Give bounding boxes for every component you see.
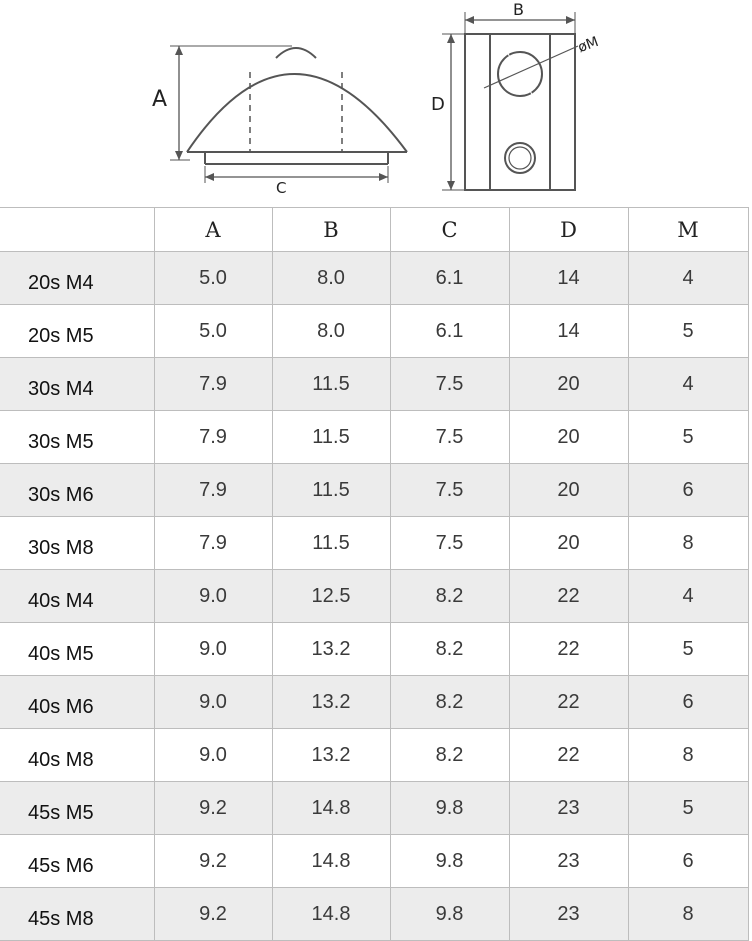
header-d: D bbox=[509, 208, 628, 252]
table-row bbox=[0, 782, 748, 835]
dim-label-m: øM bbox=[575, 33, 601, 57]
table-row bbox=[0, 676, 748, 729]
cell-b: 12.5 bbox=[272, 570, 390, 623]
cell-a: 9.0 bbox=[154, 623, 272, 676]
cell-d: 20 bbox=[509, 358, 628, 411]
cell-c: 9.8 bbox=[390, 888, 509, 941]
table-row bbox=[0, 517, 748, 570]
table-body bbox=[0, 252, 748, 941]
cell-b: 14.8 bbox=[272, 888, 390, 941]
cell-a: 9.0 bbox=[154, 570, 272, 623]
cell-b: 14.8 bbox=[272, 782, 390, 835]
cell-c: 9.8 bbox=[390, 782, 509, 835]
dimension-table bbox=[0, 207, 749, 941]
table-row bbox=[0, 835, 748, 888]
cell-d: 20 bbox=[509, 517, 628, 570]
table-header-row bbox=[0, 208, 748, 252]
cell-m: 5 bbox=[628, 411, 748, 464]
cell-d: 20 bbox=[509, 464, 628, 517]
cell-model: 30s M4 bbox=[0, 358, 154, 411]
header-c: C bbox=[390, 208, 509, 252]
cell-d: 14 bbox=[509, 305, 628, 358]
cell-model: 45s M5 bbox=[0, 782, 154, 835]
cell-c: 7.5 bbox=[390, 358, 509, 411]
cell-c: 6.1 bbox=[390, 252, 509, 305]
cell-model: 45s M6 bbox=[0, 835, 154, 888]
cell-m: 4 bbox=[628, 570, 748, 623]
cell-a: 7.9 bbox=[154, 411, 272, 464]
cell-d: 23 bbox=[509, 782, 628, 835]
technical-drawing bbox=[0, 0, 752, 205]
cell-c: 8.2 bbox=[390, 729, 509, 782]
cell-c: 8.2 bbox=[390, 623, 509, 676]
cell-a: 7.9 bbox=[154, 464, 272, 517]
side-view-drawing bbox=[0, 0, 752, 205]
cell-m: 8 bbox=[628, 729, 748, 782]
cell-d: 22 bbox=[509, 676, 628, 729]
cell-model: 30s M6 bbox=[0, 464, 154, 517]
cell-m: 4 bbox=[628, 358, 748, 411]
header-model bbox=[0, 208, 154, 252]
dim-label-a: A bbox=[152, 87, 168, 112]
cell-c: 7.5 bbox=[390, 411, 509, 464]
cell-b: 8.0 bbox=[272, 252, 390, 305]
cell-d: 22 bbox=[509, 570, 628, 623]
table-row bbox=[0, 729, 748, 782]
cell-d: 22 bbox=[509, 623, 628, 676]
cell-a: 5.0 bbox=[154, 305, 272, 358]
cell-c: 9.8 bbox=[390, 835, 509, 888]
cell-m: 5 bbox=[628, 623, 748, 676]
cell-c: 7.5 bbox=[390, 464, 509, 517]
cell-a: 9.2 bbox=[154, 888, 272, 941]
cell-m: 6 bbox=[628, 676, 748, 729]
table-row bbox=[0, 252, 748, 305]
cell-m: 5 bbox=[628, 305, 748, 358]
cell-d: 20 bbox=[509, 411, 628, 464]
cell-c: 6.1 bbox=[390, 305, 509, 358]
cell-b: 8.0 bbox=[272, 305, 390, 358]
nut-dome-outline bbox=[187, 74, 407, 152]
cell-b: 13.2 bbox=[272, 623, 390, 676]
dim-label-c: C bbox=[276, 179, 287, 197]
cell-model: 20s M5 bbox=[0, 305, 154, 358]
cell-m: 6 bbox=[628, 464, 748, 517]
table-row bbox=[0, 411, 748, 464]
cell-model: 20s M4 bbox=[0, 252, 154, 305]
cell-a: 7.9 bbox=[154, 358, 272, 411]
table-row bbox=[0, 358, 748, 411]
cell-model: 40s M6 bbox=[0, 676, 154, 729]
cell-a: 9.0 bbox=[154, 729, 272, 782]
cell-model: 40s M5 bbox=[0, 623, 154, 676]
table-row bbox=[0, 888, 748, 941]
cell-d: 23 bbox=[509, 888, 628, 941]
cell-b: 14.8 bbox=[272, 835, 390, 888]
cell-c: 8.2 bbox=[390, 570, 509, 623]
header-a: A bbox=[154, 208, 272, 252]
header-b: B bbox=[272, 208, 390, 252]
cell-model: 30s M8 bbox=[0, 517, 154, 570]
cell-b: 11.5 bbox=[272, 464, 390, 517]
cell-m: 5 bbox=[628, 782, 748, 835]
cell-d: 14 bbox=[509, 252, 628, 305]
cell-m: 6 bbox=[628, 835, 748, 888]
cell-d: 22 bbox=[509, 729, 628, 782]
cell-m: 4 bbox=[628, 252, 748, 305]
cell-m: 8 bbox=[628, 888, 748, 941]
cell-a: 9.2 bbox=[154, 782, 272, 835]
table-row bbox=[0, 464, 748, 517]
dim-label-b: B bbox=[513, 0, 524, 19]
cell-b: 13.2 bbox=[272, 676, 390, 729]
cell-m: 8 bbox=[628, 517, 748, 570]
cell-a: 5.0 bbox=[154, 252, 272, 305]
cell-model: 30s M5 bbox=[0, 411, 154, 464]
cell-model: 40s M8 bbox=[0, 729, 154, 782]
cell-a: 7.9 bbox=[154, 517, 272, 570]
cell-model: 45s M8 bbox=[0, 888, 154, 941]
header-m: M bbox=[628, 208, 748, 252]
cell-c: 7.5 bbox=[390, 517, 509, 570]
cell-c: 8.2 bbox=[390, 676, 509, 729]
table-row bbox=[0, 570, 748, 623]
nut-boss-top bbox=[276, 48, 316, 58]
cell-a: 9.2 bbox=[154, 835, 272, 888]
table-row bbox=[0, 623, 748, 676]
cell-d: 23 bbox=[509, 835, 628, 888]
cell-model: 40s M4 bbox=[0, 570, 154, 623]
cell-b: 11.5 bbox=[272, 517, 390, 570]
cell-b: 11.5 bbox=[272, 411, 390, 464]
cell-b: 11.5 bbox=[272, 358, 390, 411]
cell-a: 9.0 bbox=[154, 676, 272, 729]
top-view-outline bbox=[465, 34, 575, 190]
dim-label-d: D bbox=[431, 94, 445, 115]
table-row bbox=[0, 305, 748, 358]
cell-b: 13.2 bbox=[272, 729, 390, 782]
